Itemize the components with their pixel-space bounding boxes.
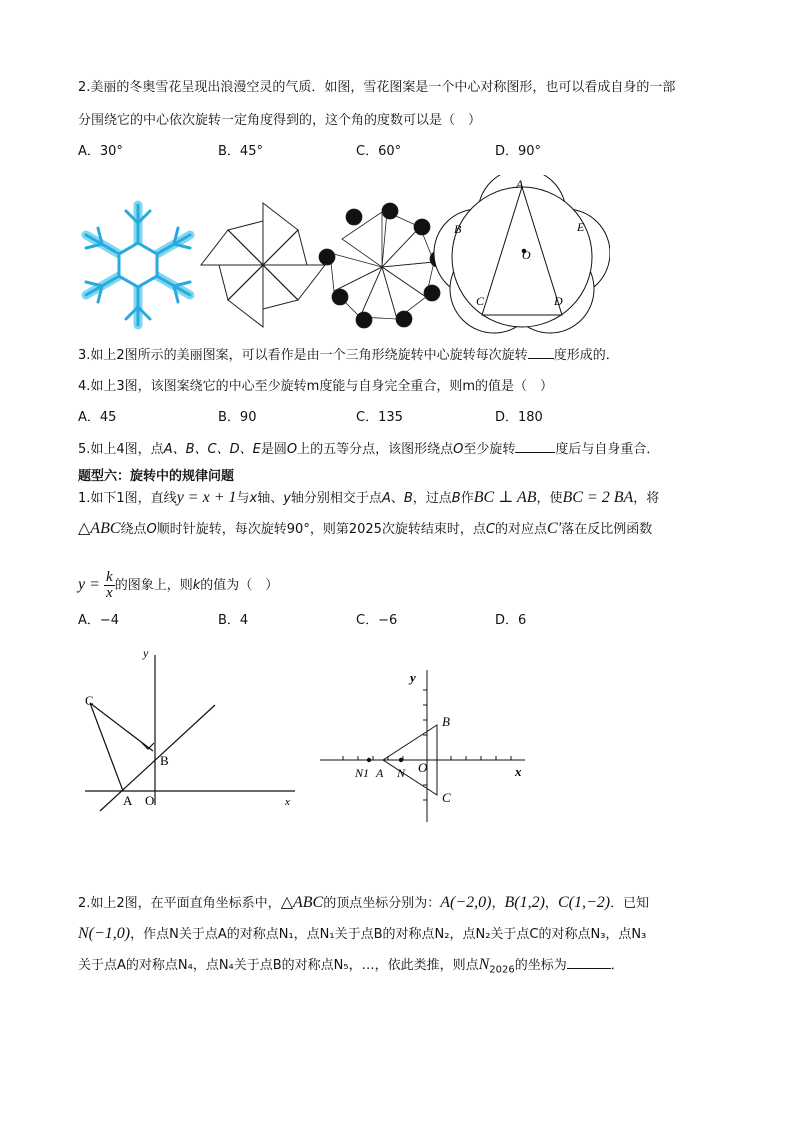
q5-text-2: 是圆 [260, 442, 287, 457]
s2-line3 [78, 956, 624, 980]
q5-text-1: 5.如上4图，点 [78, 442, 164, 457]
fig1-label-b: B [160, 753, 169, 768]
s1-text-4: 轴分别相交于点 [290, 491, 382, 506]
q3-text-after: 度形成的． [553, 348, 619, 363]
fig2-label-b: B [442, 714, 450, 729]
q5-answer-blank[interactable] [515, 440, 555, 453]
fig4-label-c: C [476, 294, 485, 308]
s1-text-11: 顺时针旋转，每次旋转90°，则第2025次旋转结束时，点 [156, 522, 486, 537]
fig1-label-a: A [123, 793, 133, 808]
s1-y-equals: y = [78, 576, 100, 593]
s2-triangle: △ABC [280, 894, 324, 911]
fig2-label-y: y [410, 670, 416, 685]
s1-b2: B [451, 491, 461, 506]
s1-text-12: 的对应点 [495, 522, 548, 537]
s2-text-7: ． [610, 958, 624, 973]
s2-text-3: ．已知 [610, 896, 650, 911]
s1-c-prime: C′ [547, 520, 562, 537]
fig1-label-x: x [285, 796, 290, 808]
s1-frac-num: k [106, 569, 113, 585]
s1-text-5: 、 [390, 491, 404, 506]
fig2-label-a: A [376, 766, 384, 780]
s2-line1: 2.如上2图，在平面直角坐标系中，△ABC的顶点坐标分别为：A(−2,0)，B(1,2)，C(1,−2)．已知 [78, 894, 650, 911]
s1-text-7: 作 [460, 491, 474, 506]
q4-option-a: A．45 [78, 410, 117, 425]
fig1-label-o: O [145, 793, 155, 808]
s2-point-c: C(1,−2) [557, 894, 611, 911]
s1-perp: BC ⊥ AB [473, 489, 537, 506]
q4-option-c: C．135 [356, 410, 403, 425]
s1-text-9: ，将 [633, 491, 660, 506]
q2-option-c: C．60° [356, 144, 402, 159]
s1-line1 [78, 489, 659, 508]
q5-circle-o: O [286, 442, 298, 457]
q4-option-d: D．180 [495, 410, 543, 425]
s1-text-15: 的值为（ ） [200, 578, 279, 593]
s2-text-1: 2.如上2图，在平面直角坐标系中， [78, 896, 281, 911]
s2-n: N [478, 956, 490, 973]
s1-b: B [403, 491, 413, 506]
s2-text-5: 关于点A的对称点N₄，点N₄关于点B的对称点N₅，…，依此类推，则点 [78, 958, 479, 973]
s1-text-1: 1.如下1图，直线 [78, 491, 177, 506]
s1-text-14: 的图象上，则 [114, 578, 193, 593]
s1-option-c: C．−6 [356, 613, 398, 628]
fig4-label-d: D [554, 294, 563, 308]
s2-line2 [78, 925, 646, 944]
s1-option-b: B．4 [218, 613, 249, 628]
s1-line-equation: y = x + 1 [176, 489, 237, 506]
s1-text-2: 与 [236, 491, 250, 506]
q4-option-b: B．90 [218, 410, 257, 425]
snowflake-figure [86, 205, 190, 325]
s2-text-4: ，作点N关于点A的对称点N₁，点N₁关于点B的对称点N₂，点N₂关于点C的对称点N₃，点N₃ [130, 927, 647, 942]
fig2-label-o: O [418, 760, 428, 775]
s1-text-8: ，使 [536, 491, 563, 506]
q5-text-5: 度后与自身重合． [555, 442, 660, 457]
q3-line [78, 346, 619, 365]
figure-2 [315, 660, 535, 830]
s1-o: O [146, 522, 157, 537]
fig2-label-c: C [442, 790, 451, 805]
fig4-label-e: E [577, 220, 585, 234]
figures-top-row [70, 175, 610, 335]
s1-a: A [381, 491, 391, 506]
fig4-label-a: A [516, 177, 524, 191]
q5-text-3: 上的五等分点，该图形绕点 [297, 442, 454, 457]
s2-answer-blank[interactable] [567, 956, 611, 969]
fig2-label-n: N [397, 766, 406, 780]
q2-option-a: A．30° [78, 144, 123, 159]
s1-option-a: A．−4 [78, 613, 120, 628]
q5-line [78, 440, 659, 459]
s1-eq2: BC = 2 BA [562, 489, 634, 506]
s1-y: y [283, 491, 291, 506]
s1-x: x [249, 491, 258, 506]
fig4-label-o: O [522, 248, 531, 262]
s2-text-2: 的顶点坐标分别为： [323, 896, 441, 911]
s2-point-n: N(−1,0) [78, 925, 131, 942]
dot-rosette-figure [319, 203, 446, 328]
s1-fraction [104, 570, 115, 601]
q4-line: 4.如上3图，该图案绕它的中心至少旋转m度能与自身完全重合，则m的值是（ ） [78, 379, 554, 394]
q5-points: A、B、C、D、E [163, 442, 261, 457]
q2-option-b: B．45° [218, 144, 263, 159]
q3-text-before: 3.如上2图所示的美丽图案，可以看作是由一个三角形绕旋转中心旋转每次旋转 [78, 348, 528, 363]
fig1-label-y: y [143, 646, 149, 660]
s1-c: C [485, 522, 495, 537]
fig2-label-n1: N1 [355, 766, 370, 780]
fig4-label-b: B [454, 222, 462, 236]
figure-1 [80, 645, 310, 815]
s1-line3 [78, 570, 278, 601]
s1-text-13: 落在反比例函数 [561, 522, 653, 537]
s2-point-b: B(1,2) [504, 894, 545, 911]
fig2-label-x: x [515, 764, 522, 779]
q2-option-d: D．90° [495, 144, 542, 159]
s1-triangle: △ABC [78, 520, 121, 537]
q2-line2: 分围绕它的中心依次旋转一定角度得到的，这个角的度数可以是（ ） [78, 113, 482, 128]
section-6-title: 题型六：旋转中的规律问题 [78, 469, 235, 484]
s2-point-a: A(−2,0) [440, 894, 492, 911]
s1-text-10: 绕点 [120, 522, 147, 537]
s2-text-6: 的坐标为 [514, 958, 567, 973]
s1-option-d: D．6 [495, 613, 527, 628]
q5-center-o: O [453, 442, 464, 457]
q3-answer-blank[interactable] [528, 346, 554, 359]
s1-frac-den: x [106, 585, 113, 601]
q5-text-4: 至少旋转 [463, 442, 516, 457]
q2-line1: 2.美丽的冬奥雪花呈现出浪漫空灵的气质．如图，雪花图案是一个中心对称图形，也可以看成自身的一部 [78, 80, 676, 95]
s1-k: k [192, 578, 201, 593]
s1-line2 [78, 520, 652, 539]
s2-n-subscript: 2026 [489, 964, 515, 976]
fig1-label-c: C [85, 693, 94, 708]
s1-text-3: 轴、 [257, 491, 284, 506]
s1-text-6: ，过点 [412, 491, 452, 506]
pinwheel-figure [201, 203, 325, 327]
